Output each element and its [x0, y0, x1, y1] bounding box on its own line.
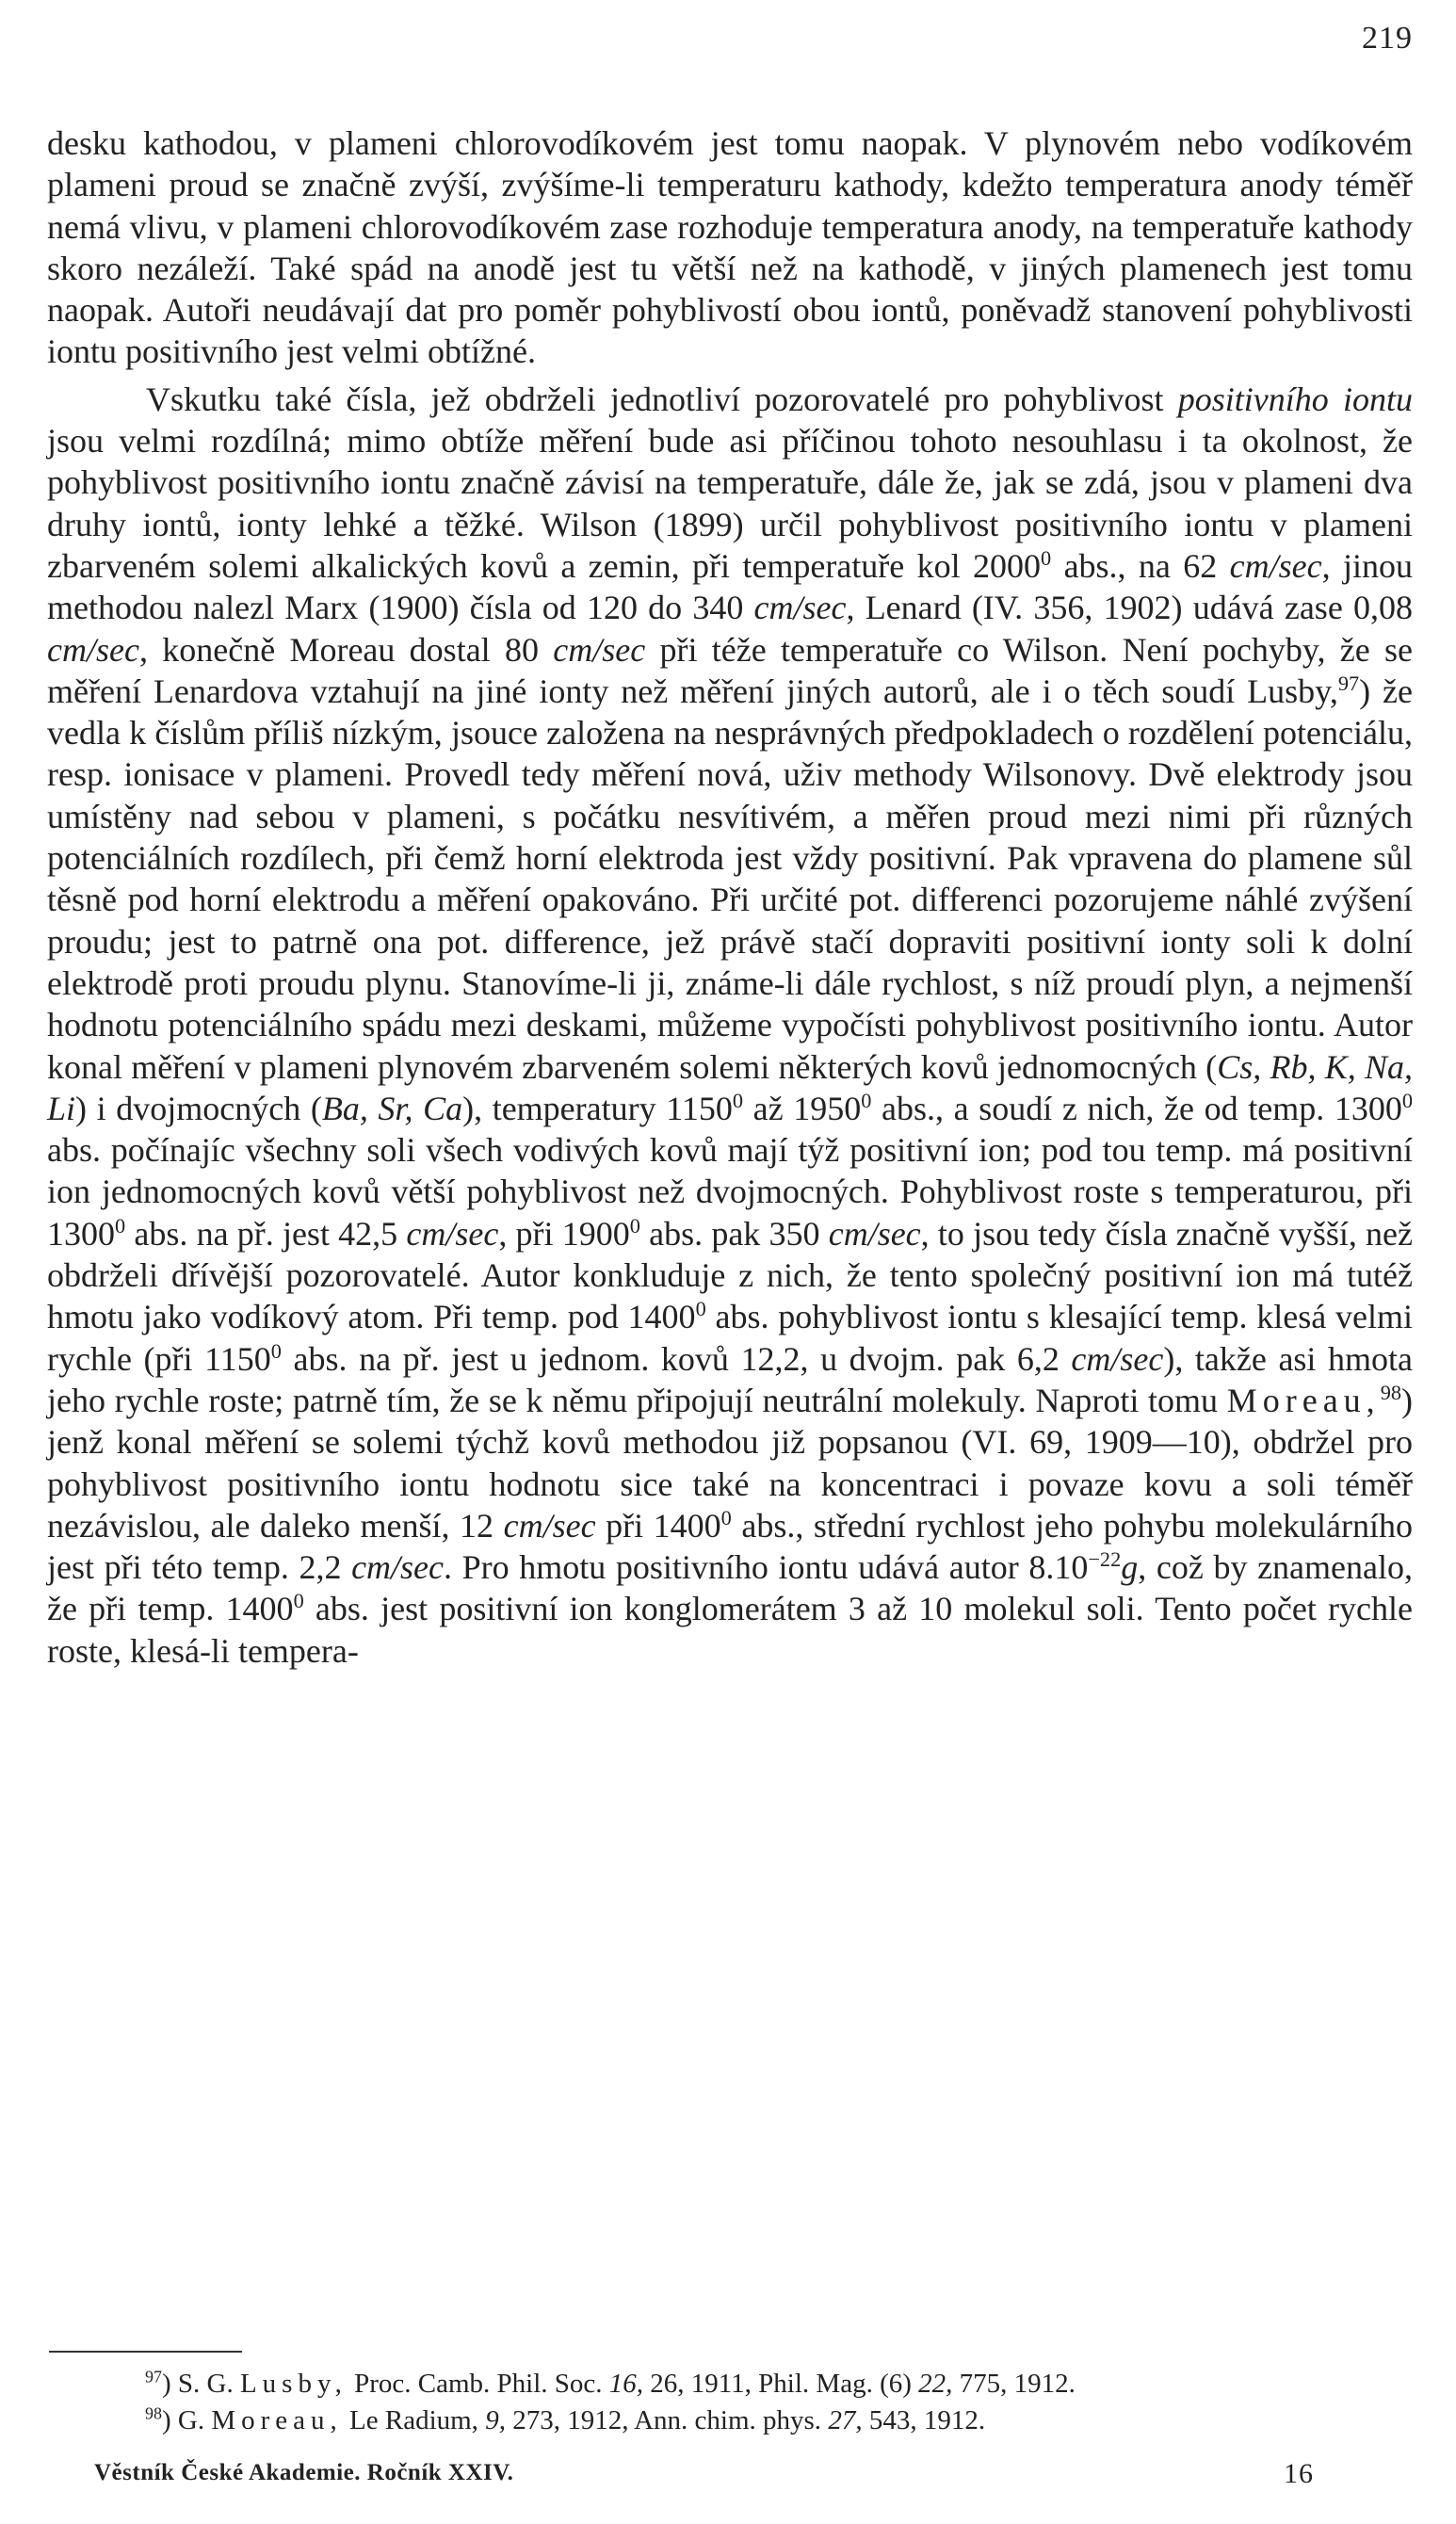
superscript: 0 [270, 1338, 282, 1363]
paragraph-1 [47, 122, 1413, 373]
signature-mark: 16 [1284, 2458, 1314, 2489]
text-run: abs., a soudí z nich, že od temp. 1300 [871, 1089, 1402, 1127]
text-run: , při 1900 [498, 1214, 630, 1253]
superscript: 0 [629, 1213, 640, 1238]
superscript: 0 [1401, 1088, 1413, 1112]
footnotes [47, 2366, 1413, 2439]
text-run: abs. na př. jest 42,5 [125, 1214, 407, 1253]
text-run: 543, 1912. [862, 2405, 986, 2435]
page-number: 219 [1362, 21, 1413, 56]
italic-text: 27, [828, 2405, 863, 2435]
text-run: ), takže asi hmota jeho rychle roste; patrně tím, že se k němu připojují neutrální molekuly. Naproti tomu [47, 1339, 1414, 1419]
superscript: 0 [732, 1088, 744, 1112]
superscript: 98 [1380, 1380, 1401, 1404]
italic-text: cm/sec [753, 589, 847, 627]
paragraph-2 [47, 379, 1413, 1672]
text-run: ) i dvojmocných ( [75, 1089, 322, 1127]
italic-text: cm/sec [503, 1506, 596, 1545]
text-run: ), temperatury 1150 [462, 1089, 733, 1127]
text-run: Vskutku také čísla, jež obdrželi jednotliví pozorovatelé pro pohyblivost [146, 380, 1178, 418]
italic-text: cm/sec [828, 1214, 921, 1253]
italic-text: cm/sec [351, 1548, 445, 1587]
body-text [47, 122, 1413, 1672]
superscript: 0 [293, 1589, 304, 1613]
text-run: ) G. [161, 2405, 212, 2435]
superscript: 97 [145, 2367, 162, 2386]
italic-text: Ba, Sr, Ca [321, 1089, 463, 1127]
superscript: 0 [720, 1505, 732, 1529]
text-run: při téže temperatuře co Wilson. Není pochyby, že se měření Lenardova vztahují na jiné ionty než měření jiných autorů, ale i o těch soudí Lusby, [47, 630, 1413, 710]
text-run: abs., střední rychlost jeho pohybu molekulárního jest při této temp. 2,2 [47, 1506, 1413, 1587]
text-run: , jinou methodou nalezl Marx (1900) čísla od 120 do 340 [47, 546, 1413, 627]
italic-text: g [1121, 1548, 1139, 1587]
running-footer [94, 2458, 1318, 2489]
italic-text: cm/sec [406, 1214, 499, 1253]
text-run: při 1400 [595, 1506, 721, 1545]
italic-text: cm/sec [553, 630, 646, 669]
text-run: až 1950 [743, 1089, 862, 1127]
spaced-name: Moreau, [1226, 1381, 1381, 1419]
journal-title: Věstník České Akademie. Ročník XXIV. [94, 2460, 514, 2485]
text-run: abs. pohyblivost iontu s klesající temp. klesá velmi rychle (při 1150 [47, 1298, 1414, 1378]
superscript: 0 [1041, 545, 1052, 570]
text-run: abs. jest positivní ion konglomerátem 3 až 10 molekul soli. Tento počet rychle roste, klesá-li tempera- [47, 1590, 1413, 1670]
superscript: 0 [861, 1088, 872, 1112]
text-run: ) jenž konal měření se solemi týchž kovů methodou již popsanou (VI. 69, 1909—10), obdržel pro pohyblivost positivního iontu hodnotu sice také na koncentraci i povaze kovu a soli téměř nezávislou, ale daleko menší, 12 [47, 1381, 1413, 1545]
text-run: jsou velmi rozdílná; mimo obtíže měření bude asi příčinou tohoto nesouhlasu i ta okolnost, že pohyblivost positivního iontu značně závisí na temperatuře, dále že, jak se zdá, jsou v plameni dva druhy iontů, ionty lehké a těžké. Wilson (1899) určil pohyblivost positivního iontu v plameni zbarveném solemi alkalických kovů a zemin, při temperatuře kol 2000 [47, 422, 1413, 585]
italic-text: cm/sec [47, 630, 139, 669]
text-run: Le Radium, [342, 2405, 486, 2435]
text-run: abs. na př. jest u jednom. kovů 12,2, u dvojm. pak 6,2 [281, 1339, 1072, 1378]
text-run: , to jsou tedy čísla značně vyšší, než obdrželi dřívější pozorovatelé. Autor konkluduje z nich, že tento společný positivní ion má tutéž hmotu jako vodíkový atom. Při temp. pod 1400 [47, 1214, 1414, 1336]
superscript: 0 [695, 1297, 706, 1321]
footnote-97 [47, 2366, 1413, 2403]
italic-text: 9, [485, 2405, 506, 2435]
text-run: Proc. Camb. Phil. Soc. [347, 2369, 609, 2399]
italic-text: positivního iontu [1177, 380, 1414, 418]
text-run: 273, 1912, Ann. chim. phys. [505, 2405, 829, 2435]
text-run: . Pro hmotu positivního iontu udává autor 8.10 [444, 1548, 1089, 1587]
text-run: , což by znamenalo, že při temp. 1400 [47, 1548, 1413, 1628]
italic-text: cm/sec [1229, 546, 1322, 585]
spaced-name: Lusby, [239, 2369, 348, 2399]
italic-text: 22, [918, 2369, 953, 2399]
text-run: ) že vedla k číslům příliš nízkým, jsouce založena na nesprávných předpokladech o rozdělení potenciálu, resp. ionisace v plameni. Provedl tedy měření nová, uživ methody Wilsonovy. Dvě elektrody jsou umístěny nad sebou v plameni, s počátku nesvítivém, a měřen proud mezi nimi při různých potenciálních rozdílech, při čemž horní elektroda jest vždy positivní. Pak vpravena do plamene sůl těsně pod horní elektrodu a měření opakováno. Při určité pot. differenci pozorujeme náhlé zvýšení proudu; jest to patrně ona pot. difference, jež právě stačí dopraviti positivní ionty soli k dolní elektrodě proti proudu plynu. Stanovíme-li ji, známe-li dále rychlost, s níž proudí plyn, a nejmenší hodnotu potenciálního spádu mezi deskami, můžeme vypočísti pohyblivost positivního iontu. Autor konal měření v plameni plynovém zbarveném solemi některých kovů jednomocných ( [47, 671, 1413, 1086]
text-run: abs., na 62 [1051, 546, 1230, 585]
superscript: 0 [115, 1213, 126, 1238]
footnote-divider [49, 2351, 242, 2353]
footnote-98 [47, 2403, 1413, 2439]
text-run: abs. počínajíc všechny soli všech vodivých kovů mají týž positivní ion; pod tou temp. má positivní ion jednomocných kovů větší pohyblivost než dvojmocných. Pohyblivost roste s temperaturou, při 1300 [47, 1131, 1413, 1253]
text-run: 775, 1912. [952, 2369, 1076, 2399]
italic-text: cm/sec [1071, 1339, 1164, 1378]
italic-text: Cs, Rb, K, Na, Li [47, 1047, 1413, 1127]
superscript: −22 [1088, 1547, 1122, 1572]
superscript: 98 [145, 2403, 162, 2423]
text-run: abs. pak 350 [639, 1214, 829, 1253]
superscript: 97 [1337, 671, 1360, 695]
spaced-name: Moreau, [211, 2405, 343, 2435]
text-run: desku kathodou, v plameni chlorovodíkovém jest tomu naopak. V plynovém nebo vodíkovém plameni proud se značně zvýší, zvýšíme-li temperaturu kathody, kdežto temperatura anody téměř nemá vlivu, v plameni chlorovodíkovém zase rozhoduje temperatura anody, na temperatuře kathody skoro nezáleží. Také spád na anodě jest tu větší než na kathodě, v jiných plamenech jest tomu naopak. Autoři neudávají dat pro poměr pohyblivostí obou iontů, poněvadž stanovení pohyblivosti iontu positivního jest velmi obtížné. [47, 124, 1413, 371]
text-run: ) S. G. [161, 2369, 240, 2399]
text-run: , konečně Moreau dostal 80 [138, 630, 554, 669]
text-run: , Lenard (IV. 356, 1902) udává zase 0,08 [846, 589, 1413, 627]
text-run: 26, 1911, Phil. Mag. (6) [643, 2369, 919, 2399]
italic-text: 16, [608, 2369, 643, 2399]
